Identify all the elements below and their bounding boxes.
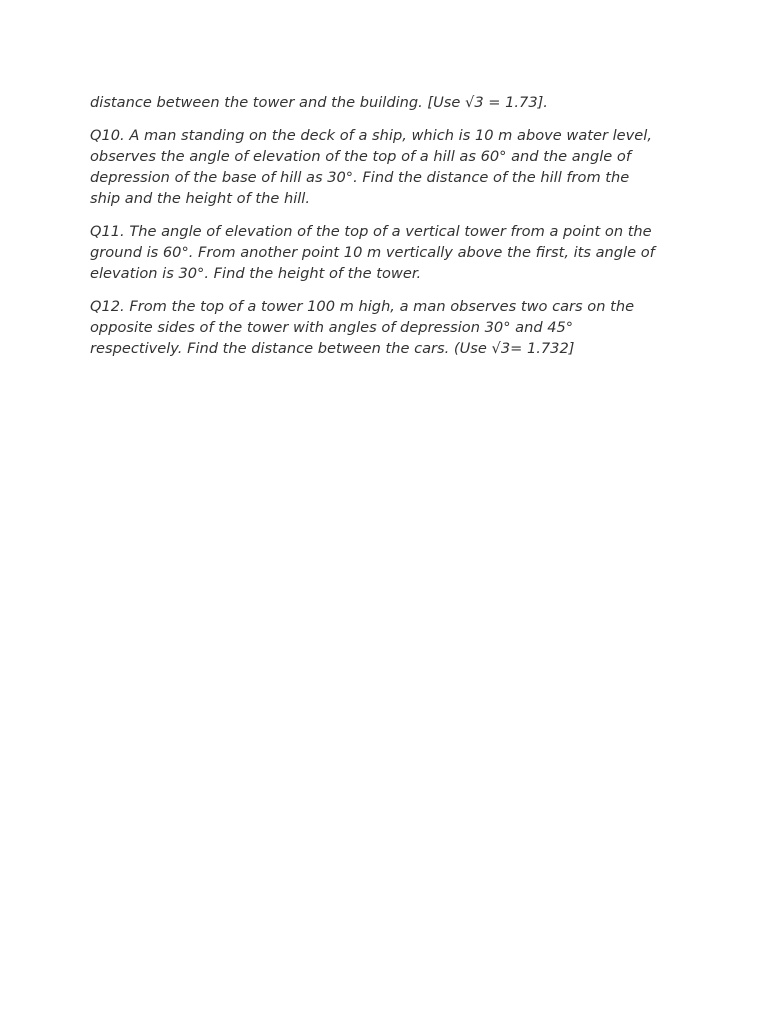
question-q12: Q12. From the top of a tower 100 m high, a man observes two cars on the opposite sides of the tower with angles of depression 30° and 45° respectively. Find the distance between the cars. (Use √3= 1.732] [90,298,635,357]
question-q11: Q11. The angle of elevation of the top of a vertical tower from a point on the ground is 60°. From another point 10 m vertically above the first, its angle of elevation is 30°. Find the height of the tower. [90,223,655,282]
document-body [90,92,690,371]
question-q10: Q10. A man standing on the deck of a ship, which is 10 m above water level, observes the angle of elevation of the top of a hill as 60° and the angle of depression of the base of hill as 30°. Find the distance of the hill from the ship and the height of the hill. [90,127,652,207]
paragraph-continuation: distance between the tower and the building. [Use √3 = 1.73]. [90,94,548,111]
